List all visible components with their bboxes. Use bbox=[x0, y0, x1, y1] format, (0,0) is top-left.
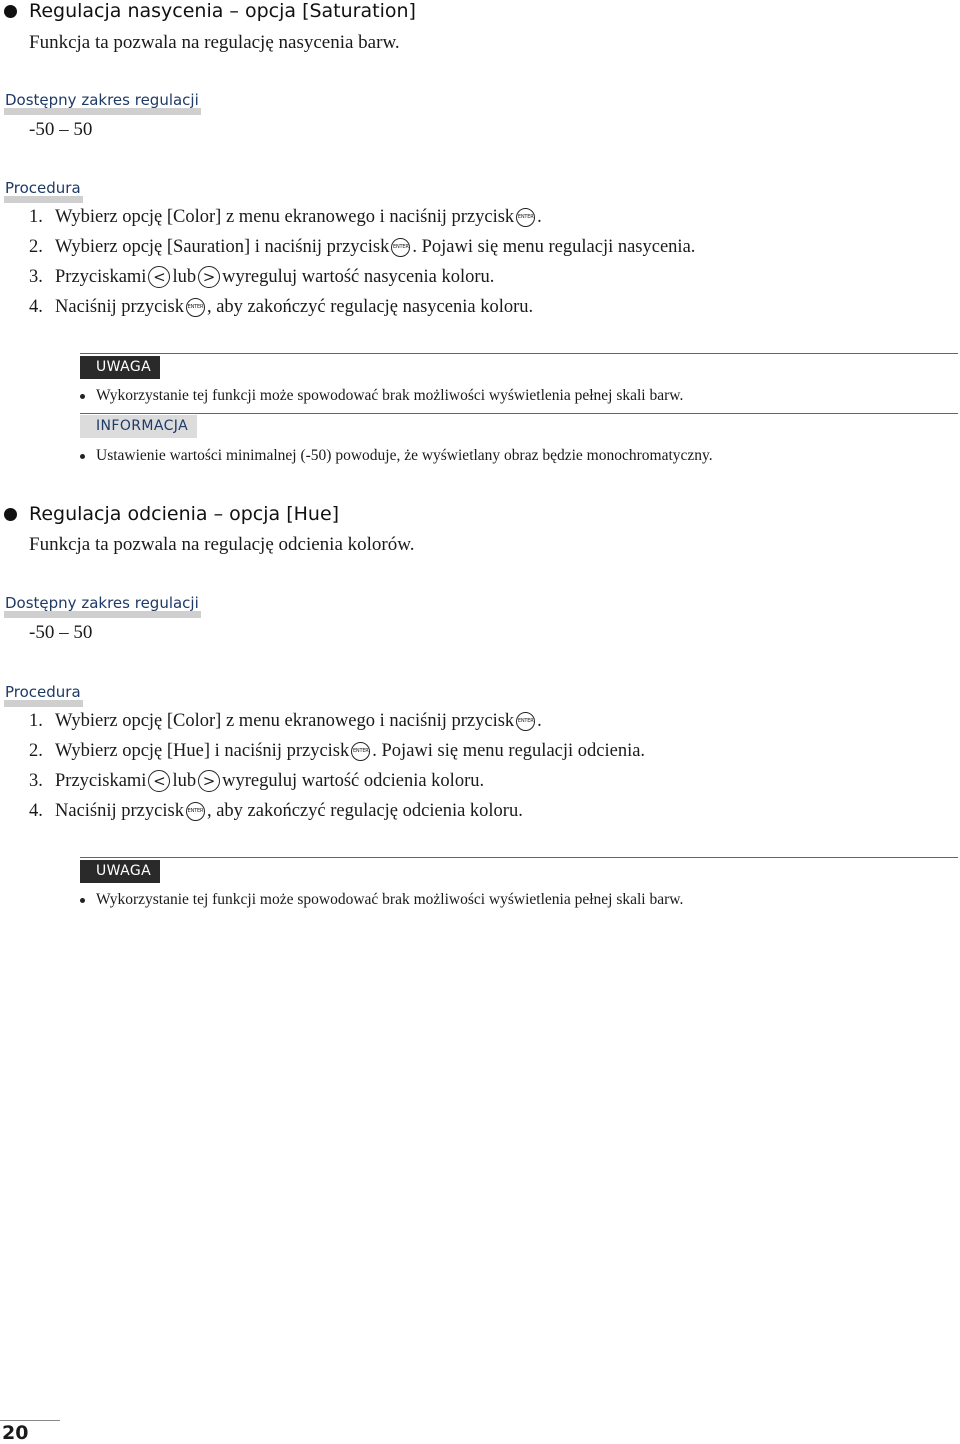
section-description: Funkcja ta pozwala na regulację nasycenia barw. bbox=[29, 32, 400, 53]
step-text: Naciśnij przycisk bbox=[55, 801, 184, 821]
step-text-end: . Pojawi się menu regulacji odcienia. bbox=[372, 741, 646, 761]
step-number: 3. bbox=[29, 770, 43, 791]
page-number-divider bbox=[0, 1420, 60, 1421]
left-button-icon: < bbox=[148, 266, 170, 288]
enter-button-icon: ENTER bbox=[186, 298, 205, 317]
info-divider bbox=[80, 413, 958, 414]
step-number: 3. bbox=[29, 266, 43, 287]
procedure-step bbox=[29, 711, 542, 732]
right-button-icon: > bbox=[198, 266, 220, 288]
bullet-icon bbox=[4, 508, 17, 521]
note-text: Wykorzystanie tej funkcji może spowodować brak możliwości wyświetlenia pełnej skali barw. bbox=[96, 387, 684, 404]
step-number: 1. bbox=[29, 207, 43, 227]
step-text: Przyciskami bbox=[55, 266, 147, 287]
list-bullet-icon bbox=[80, 454, 85, 459]
note-divider bbox=[80, 353, 958, 354]
section-title-text: Regulacja odcienia – opcja [Hue] bbox=[29, 503, 340, 525]
step-text: Wybierz opcję [Color] z menu ekranowego i naciśnij przycisk bbox=[55, 711, 515, 731]
step-number: 2. bbox=[29, 741, 43, 761]
note-label: UWAGA bbox=[80, 356, 160, 379]
section-description: Funkcja ta pozwala na regulację odcienia kolorów. bbox=[29, 534, 415, 555]
note-item bbox=[80, 387, 683, 405]
step-number: 1. bbox=[29, 711, 43, 731]
step-text: Wybierz opcję [Color] z menu ekranowego i naciśnij przycisk bbox=[55, 207, 515, 227]
step-text-end: , aby zakończyć regulację nasycenia koloru. bbox=[206, 297, 534, 317]
right-button-icon: > bbox=[198, 770, 220, 792]
note-label: UWAGA bbox=[80, 860, 160, 883]
range-value: -50 – 50 bbox=[29, 622, 93, 643]
step-text-end: . Pojawi się menu regulacji nasycenia. bbox=[412, 237, 696, 257]
enter-button-icon: ENTER bbox=[391, 238, 410, 257]
list-bullet-icon bbox=[80, 394, 85, 399]
info-label: INFORMACJA bbox=[80, 415, 197, 438]
procedure-heading: Procedura bbox=[4, 181, 83, 203]
section-title-saturation bbox=[4, 0, 416, 22]
procedure-step bbox=[29, 266, 494, 288]
step-text: Wybierz opcję [Hue] i naciśnij przycisk bbox=[55, 741, 350, 761]
section-title-hue bbox=[4, 503, 339, 525]
procedure-step bbox=[29, 237, 695, 258]
info-text: Ustawienie wartości minimalnej (-50) powoduje, że wyświetlany obraz będzie monochromatyczny. bbox=[96, 447, 713, 464]
step-text-end: . bbox=[537, 207, 542, 227]
note-text: Wykorzystanie tej funkcji może spowodować brak możliwości wyświetlenia pełnej skali barw. bbox=[96, 891, 684, 908]
note-item bbox=[80, 891, 683, 909]
enter-button-icon: ENTER bbox=[516, 208, 535, 227]
step-text-end: . bbox=[537, 711, 542, 731]
step-number: 4. bbox=[29, 801, 43, 821]
step-text-mid: lub bbox=[172, 770, 197, 791]
step-text-end: , aby zakończyć regulację odcienia koloru. bbox=[206, 801, 523, 821]
procedure-step bbox=[29, 801, 523, 822]
page-number: 20 bbox=[2, 1422, 29, 1444]
bullet-icon bbox=[4, 5, 17, 18]
section-title-text: Regulacja nasycenia – opcja [Saturation] bbox=[29, 0, 416, 22]
range-heading: Dostępny zakres regulacji bbox=[4, 596, 201, 618]
enter-button-icon: ENTER bbox=[516, 712, 535, 731]
procedure-heading: Procedura bbox=[4, 685, 83, 707]
step-text: Przyciskami bbox=[55, 770, 147, 791]
procedure-step bbox=[29, 770, 484, 792]
step-text: Wybierz opcję [Sauration] i naciśnij przycisk bbox=[55, 237, 390, 257]
step-text: Naciśnij przycisk bbox=[55, 297, 184, 317]
range-value: -50 – 50 bbox=[29, 119, 93, 140]
procedure-step bbox=[29, 207, 542, 228]
step-text-mid: lub bbox=[172, 266, 197, 287]
step-number: 4. bbox=[29, 297, 43, 317]
enter-button-icon: ENTER bbox=[351, 742, 370, 761]
list-bullet-icon bbox=[80, 898, 85, 903]
enter-button-icon: ENTER bbox=[186, 802, 205, 821]
procedure-step bbox=[29, 741, 645, 762]
info-item bbox=[80, 447, 713, 465]
step-text-end: wyreguluj wartość nasycenia koloru. bbox=[222, 266, 495, 287]
left-button-icon: < bbox=[148, 770, 170, 792]
range-heading: Dostępny zakres regulacji bbox=[4, 93, 201, 115]
procedure-step bbox=[29, 297, 533, 318]
note-divider bbox=[80, 857, 958, 858]
step-text-end: wyreguluj wartość odcienia koloru. bbox=[222, 770, 485, 791]
step-number: 2. bbox=[29, 237, 43, 257]
